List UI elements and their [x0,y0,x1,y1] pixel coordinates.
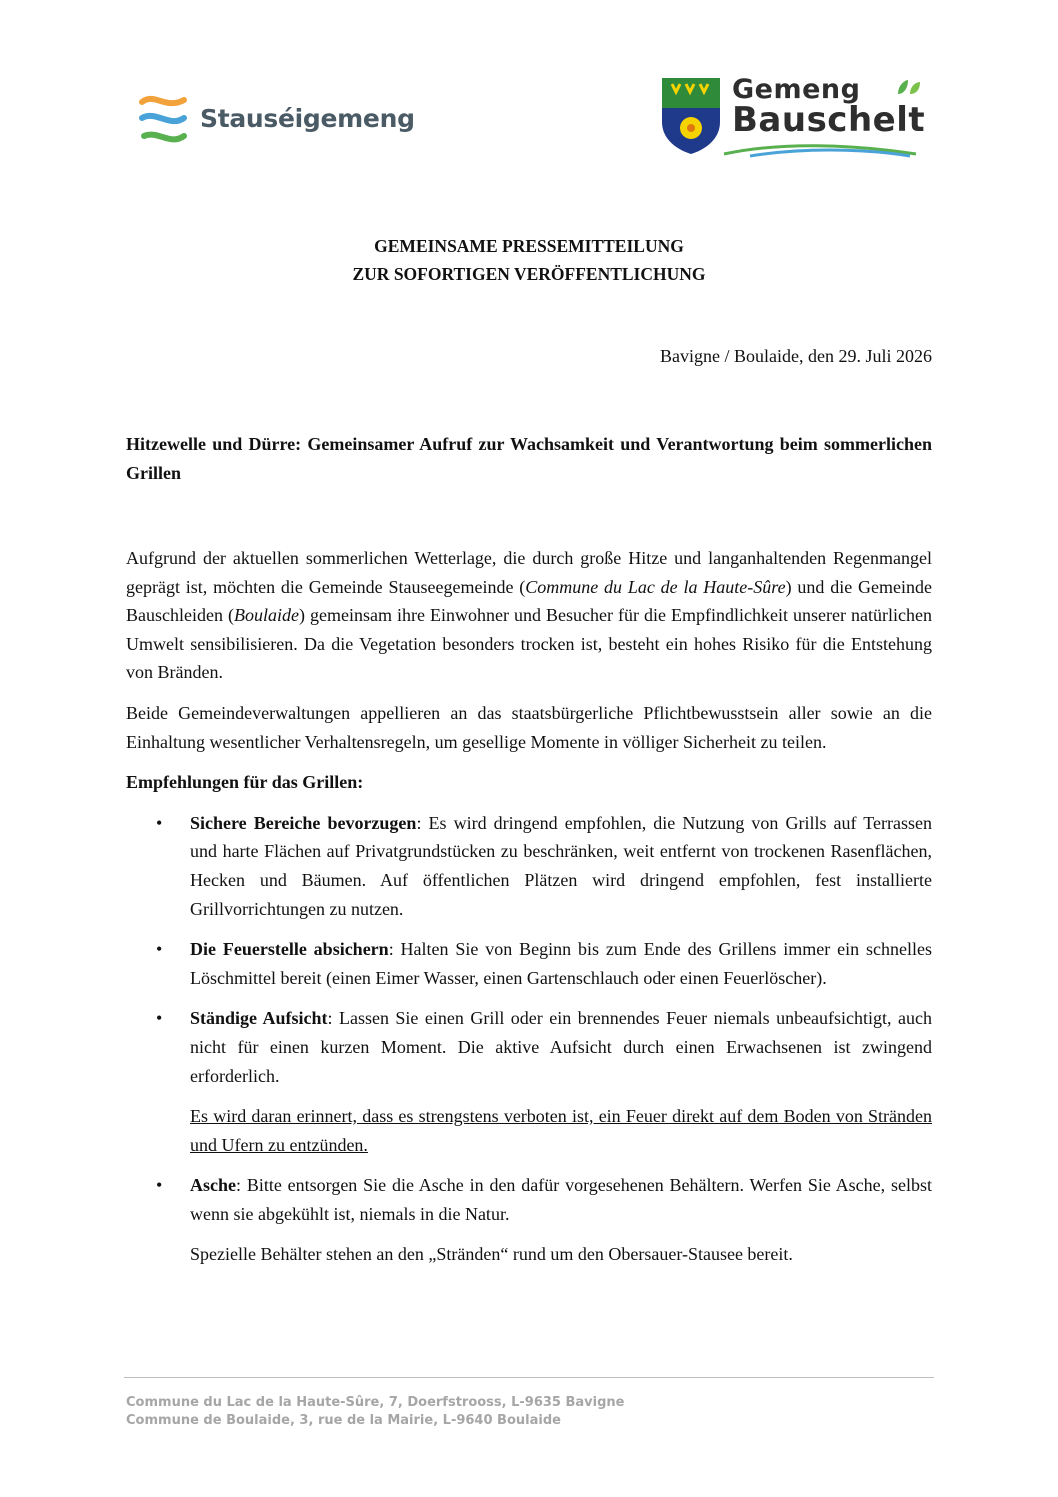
fire-ban-note [126,1102,932,1159]
recommendations-title: Empfehlungen für das Grillen: [126,772,364,793]
intro-text-c: ) gemeinsam ihre Einwohner und Besucher für die Empfindlichkeit unserer natürlichen Umwelt sensibilisieren. Da die Vegetation besonders trocken ist, besteht ein hohes Risiko für die Entstehung von Bränden. [126,605,933,683]
swoosh-icon [720,142,920,158]
list-item-text: : Es wird dringend empfohlen, die Nutzung von Grills auf Terrassen und harte Flächen auf Privatgrundstücken zu beschränken, weit entfernt von trockenen Rasenflächen, Hecken und Bäumen. Auf öffentlichen Plätzen wird dringend empfohlen, fest installierte Grillvorrichtungen zu nutzen. [190,812,932,919]
press-release-heading [0,232,1058,288]
list-item-text: : Bitte entsorgen Sie die Asche in den dafür vorgesehenen Behältern. Werfen Sie Asche, selbst wenn sie abgekühlt ist, niemals in die Natur. [190,1175,932,1224]
footer-divider [124,1377,934,1378]
commune-name-italic: Commune du Lac de la Haute-Sûre [525,576,786,597]
footer-address-2: Commune de Boulaide, 3, rue de la Mairie, L-9640 Boulaide [126,1413,561,1428]
gemeng-bauschelt-logo [660,74,940,160]
coat-of-arms-icon [660,76,722,156]
list-item [126,1171,932,1228]
list-item-heading: Ständige Aufsicht [190,1008,328,1029]
stauseigemeng-wordmark: Stauséigemeng [200,104,415,133]
list-item [126,1004,932,1090]
bullet-icon: • [156,812,163,833]
leaf-icon [896,78,922,96]
list-item [126,935,932,992]
bullet-icon: • [156,1008,163,1029]
list-item-heading: Sichere Bereiche bevorzugen [190,812,417,833]
heading-line-2: ZUR SOFORTIGEN VERÖFFENTLICHUNG [352,264,706,284]
subject-line: Hitzewelle und Dürre: Gemeinsamer Aufruf zur Wachsamkeit und Verantwortung beim sommerlichen Grillen [126,434,932,483]
fire-ban-note-text: Es wird daran erinnert, dass es strengstens verboten ist, ein Feuer direkt auf dem Boden von Stränden und Ufern zu entzünden. [190,1106,932,1155]
ash-containers-note: Spezielle Behälter stehen an den „Stränden“ rund um den Obersauer-Stausee bereit. [190,1244,793,1265]
footer-addresses [126,1394,625,1430]
list-item-text: : Halten Sie von Beginn bis zum Ende des Grillens immer ein schnelles Löschmittel bereit (einen Eimer Wasser, einen Gartenschlauch oder einen Feuerlöscher). [190,939,932,988]
footer-address-1: Commune du Lac de la Haute-Sûre, 7, Doerfstrooss, L-9635 Bavigne [126,1395,625,1410]
wave-logo-icon [136,92,192,152]
boulaide-italic: Boulaide [234,605,299,626]
list-item-text: : Lassen Sie einen Grill oder ein brennendes Feuer niemals unbeaufsichtigt, auch nicht für einen kurzen Moment. Die aktive Aufsicht durch einen Erwachsenen ist zwingend erforderlich. [190,1008,932,1086]
bauschelt-wordmark: Bauschelt [732,100,926,140]
intro-text-a: Aufgrund der aktuellen sommerlichen Wetterlage, die durch große Hitze und langanhaltenden Regenmangel geprägt ist, möchten die Gemeinde Stauseegemeinde ( [126,548,932,597]
body-text [126,544,932,1281]
intro-paragraph-1 [126,544,932,687]
bullet-icon: • [156,1175,163,1196]
list-item-heading: Die Feuerstelle absichern [190,939,389,960]
list-item [126,809,932,923]
stauseigemeng-logo [136,92,415,152]
intro-paragraph-2: Beide Gemeindeverwaltungen appellieren an das staatsbürgerliche Pflichtbewusstsein aller sowie an die Einhaltung wesentlicher Verhaltensregeln, um gesellige Momente in völliger Sicherheit zu teilen. [126,702,932,752]
heading-line-1: GEMEINSAME PRESSEMITTEILUNG [374,236,684,256]
place-date: Bavigne / Boulaide, den 29. Juli 2026 [660,346,932,366]
bullet-icon: • [156,939,163,960]
gemeng-wordmark: Gemeng [732,74,861,105]
intro-text-b: ) und die Gemeinde Bauschleiden ( [126,576,932,626]
list-item-heading: Asche [190,1175,236,1196]
